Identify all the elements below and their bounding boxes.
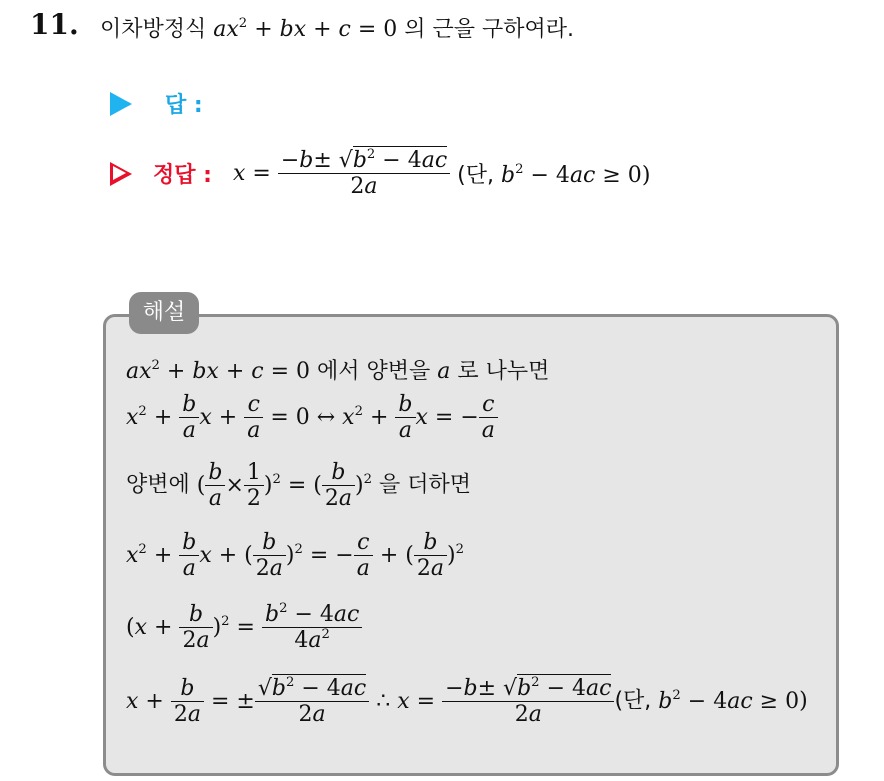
explanation-line-2: $x^2$ + $\frac{b}{a}$ x + $\frac{c}{a}$ = 0 ↔ $x^2$ + $\frac{b}{a}$ x = − $\frac{c}{a}$ <box>126 392 498 443</box>
correct-answer-label: 정답 : <box>153 163 212 188</box>
answer-label: 답 : <box>165 93 203 118</box>
question-text <box>100 12 574 43</box>
explanation-line-1: $ax^2$ + bx + c = 0 에서 양변을 a 로 나누면 <box>126 357 550 384</box>
equation: $ax^2$ + bx + c = 0 <box>213 15 398 42</box>
explanation-line-3: 양변에 ( $\frac{b}{a}$ × $\frac{1}{2}$ )$^2$ = ( $\frac{b}{2a}$ )$^2$ 을 더하면 <box>126 460 472 511</box>
answer-row <box>110 88 203 119</box>
question-prefix: 이차방정식 <box>100 17 207 42</box>
explanation-line-4: $x^2$ + $\frac{b}{a}$ x + ( $\frac{b}{2a}$ )$^2$ = − $\frac{c}{a}$ + ( $\frac{b}{2a}$ )$^2$ <box>126 530 464 581</box>
explanation-line-5: (x + $\frac{b}{2a}$ )$^2$ = $\frac{b^2 - 4ac}{4a^2}$ <box>126 602 362 653</box>
correct-condition: (단, $b^2 - 4ac \ge 0$) <box>457 161 651 188</box>
question-number: 11. <box>30 8 79 41</box>
question-suffix: 의 근을 구하여라. <box>404 17 575 42</box>
play-outline-icon <box>110 162 132 186</box>
correct-answer-row <box>110 148 650 199</box>
explanation-line-6: x + $\frac{b}{2a}$ = ± $\frac{√b^2 - 4ac}{2a}$ ∴ x = $\frac{-b\pm √b^2 - 4ac}{2a}$ (단, $b^2 - 4ac \ge 0$) <box>126 674 808 727</box>
explanation-tab: 해설 <box>129 292 199 334</box>
play-icon <box>110 92 132 116</box>
correct-formula: x = $\frac{-b\pm √b^2 - 4ac}{2a}$ <box>233 161 457 186</box>
